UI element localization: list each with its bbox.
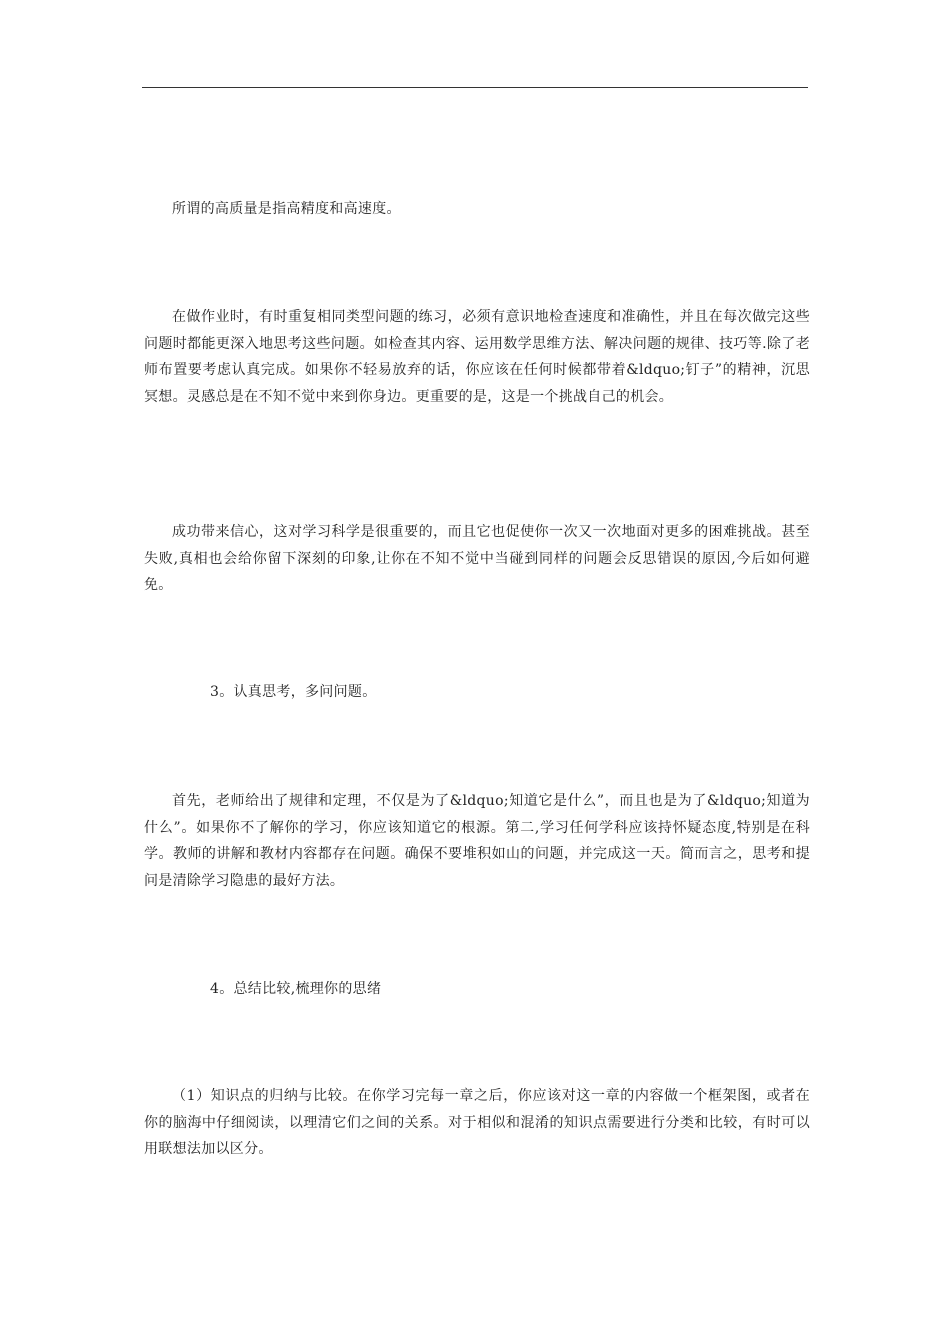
section-heading-4: 4。总结比较,梳理你的思绪 <box>210 981 382 997</box>
section-heading-3: 3。认真思考，多问问题。 <box>210 684 377 700</box>
paragraph-think-ask: 首先，老师给出了规律和定理，不仅是为了&ldquo;知道它是什么”，而且也是为了&ldquo;知道为什么”。如果你不了解你的学习，你应该知道它的根源。第二,学习任何学科应该持怀疑态度,特别是在科学。教师的讲解和教材内容都存在问题。确保不要堆积如山的问题，并完成这一天。简而言之，思考和提问是清除学习隐患的最好方法。 <box>144 793 810 889</box>
paragraph-homework: 在做作业时，有时重复相同类型问题的练习，必须有意识地检查速度和准确性，并且在每次做完这些问题时都能更深入地思考这些问题。如检查其内容、运用数学思维方法、解决问题的规律、技巧等.除了老师布置要考虑认真完成。如果你不轻易放弃的话，你应该在任何时候都带着&ldquo;钉子”的精神，沉思冥想。灵感总是在不知不觉中来到你身边。更重要的是，这是一个挑战自己的机会。 <box>144 309 810 405</box>
paragraph-high-quality: 所谓的高质量是指高精度和高速度。 <box>172 201 401 217</box>
paragraph-summary-compare: （1）知识点的归纳与比较。在你学习完每一章之后，你应该对这一章的内容做一个框架图，或者在你的脑海中仔细阅读，以理清它们之间的关系。对于相似和混淆的知识点需要进行分类和比较，有时可以用联想法加以区分。 <box>144 1088 810 1157</box>
header-rule <box>142 87 808 88</box>
paragraph-confidence: 成功带来信心，这对学习科学是很重要的，而且它也促使你一次又一次地面对更多的困难挑战。甚至失败,真相也会给你留下深刻的印象,让你在不知不觉中当碰到同样的问题会反思错误的原因,今后如何避免。 <box>144 524 810 593</box>
